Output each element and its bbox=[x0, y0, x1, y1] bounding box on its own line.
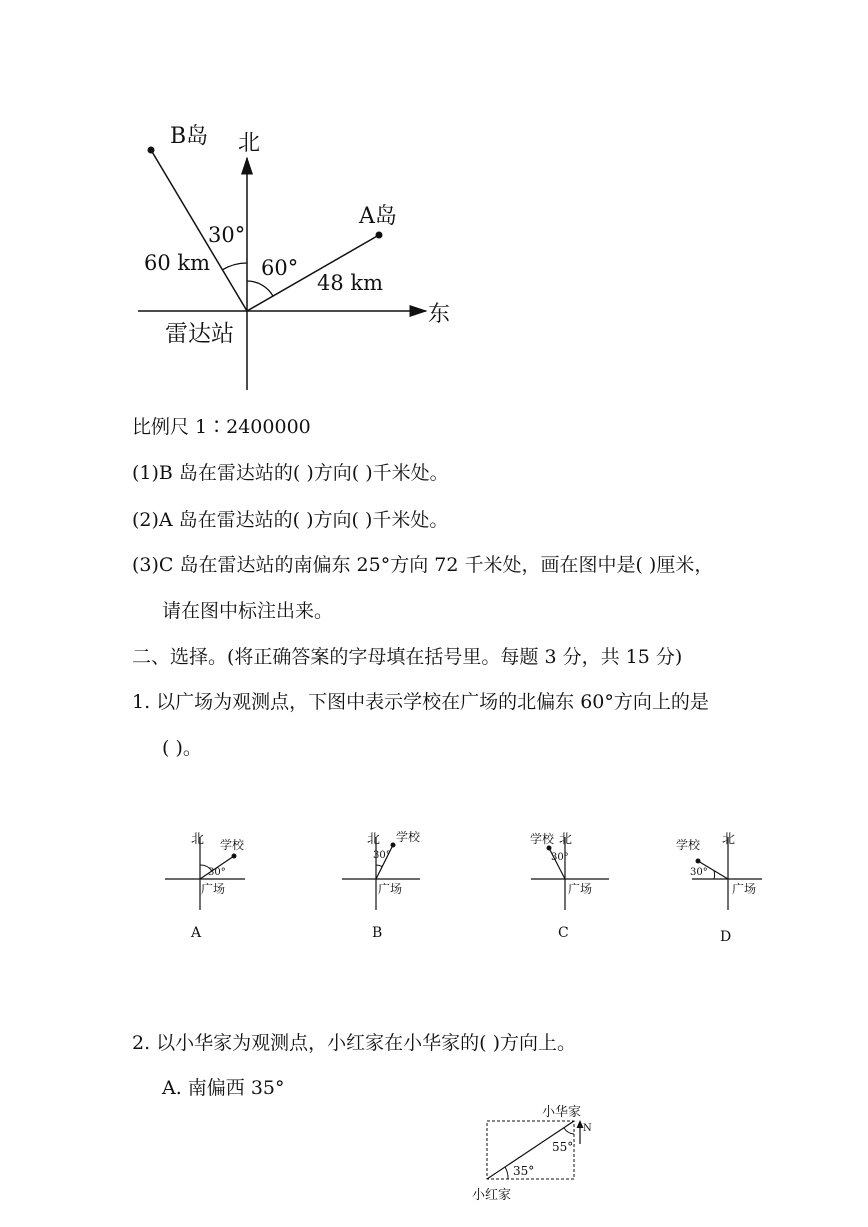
b-island-point bbox=[148, 147, 155, 154]
n-label: N bbox=[583, 1123, 592, 1134]
xiaohong-label: 小红家 bbox=[472, 1188, 512, 1203]
home-diagram bbox=[470, 1098, 600, 1208]
angle-30-label: 30° bbox=[208, 223, 246, 247]
section-2-heading: 二、选择。(将正确答案的字母填在括号里。每题 3 分，共 15 分) bbox=[132, 646, 683, 668]
option-b-figure bbox=[340, 825, 450, 945]
a-island-label: A岛 bbox=[359, 204, 397, 229]
north-label: 北 bbox=[238, 131, 261, 156]
question-1: (1)B 岛在雷达站的( )方向( )千米处。 bbox=[132, 462, 449, 484]
choice-2-option-a: A. 南偏西 35° bbox=[162, 1077, 285, 1099]
option-b-angle: 30° bbox=[373, 850, 391, 861]
station-label: 雷达站 bbox=[165, 321, 234, 347]
option-c-figure bbox=[525, 825, 635, 945]
option-c-letter: C bbox=[558, 925, 569, 941]
option-a-square: 广场 bbox=[201, 882, 226, 896]
option-d-north: 北 bbox=[722, 832, 736, 847]
option-a-north: 北 bbox=[191, 832, 205, 847]
angle-arc-30 bbox=[222, 263, 247, 270]
distance-48-label: 48 km bbox=[317, 271, 384, 295]
option-a-letter: A bbox=[191, 925, 202, 941]
option-a-angle: 30° bbox=[208, 867, 226, 878]
option-c-square: 广场 bbox=[568, 882, 593, 896]
option-d-square: 广场 bbox=[732, 882, 757, 896]
option-b-north: 北 bbox=[367, 832, 381, 847]
option-b-square: 广场 bbox=[378, 882, 403, 896]
option-d-figure bbox=[670, 825, 790, 950]
angle-60-label: 60° bbox=[261, 256, 299, 280]
distance-60-label: 60 km bbox=[144, 251, 211, 275]
option-d-letter: D bbox=[720, 929, 732, 945]
radar-diagram bbox=[130, 110, 470, 400]
choice-1-line2: ( )。 bbox=[162, 737, 202, 759]
angle-arc-60 bbox=[247, 281, 273, 296]
option-c-angle: 30° bbox=[551, 852, 569, 863]
option-c-school: 学校 bbox=[530, 832, 555, 846]
option-a-figure bbox=[160, 825, 270, 945]
question-3-line2: 请在图中标注出来。 bbox=[162, 600, 334, 622]
angle-55-label: 55° bbox=[552, 1140, 574, 1154]
option-d-angle: 30° bbox=[690, 867, 708, 878]
angle-35-label: 35° bbox=[513, 1164, 535, 1178]
east-label: 东 bbox=[428, 302, 451, 327]
option-d-school: 学校 bbox=[676, 838, 701, 852]
xiaohua-label: 小华家 bbox=[542, 1105, 582, 1120]
option-b-letter: B bbox=[372, 925, 383, 941]
scale-text: 比例尺 1∶2400000 bbox=[132, 416, 311, 438]
option-c-north: 北 bbox=[559, 832, 573, 847]
option-b-school: 学校 bbox=[396, 830, 421, 844]
choice-1-line1: 1. 以广场为观测点，下图中表示学校在广场的北偏东 60°方向上的是 bbox=[132, 691, 709, 713]
b-island-label: B岛 bbox=[170, 124, 209, 149]
choice-2-line: 2. 以小华家为观测点，小红家在小华家的( )方向上。 bbox=[132, 1032, 577, 1054]
question-3-line1: (3)C 岛在雷达站的南偏东 25°方向 72 千米处，画在图中是( )厘米， bbox=[132, 554, 714, 576]
question-2: (2)A 岛在雷达站的( )方向( )千米处。 bbox=[132, 509, 449, 531]
a-island-point bbox=[376, 232, 383, 239]
option-a-school: 学校 bbox=[220, 838, 245, 852]
